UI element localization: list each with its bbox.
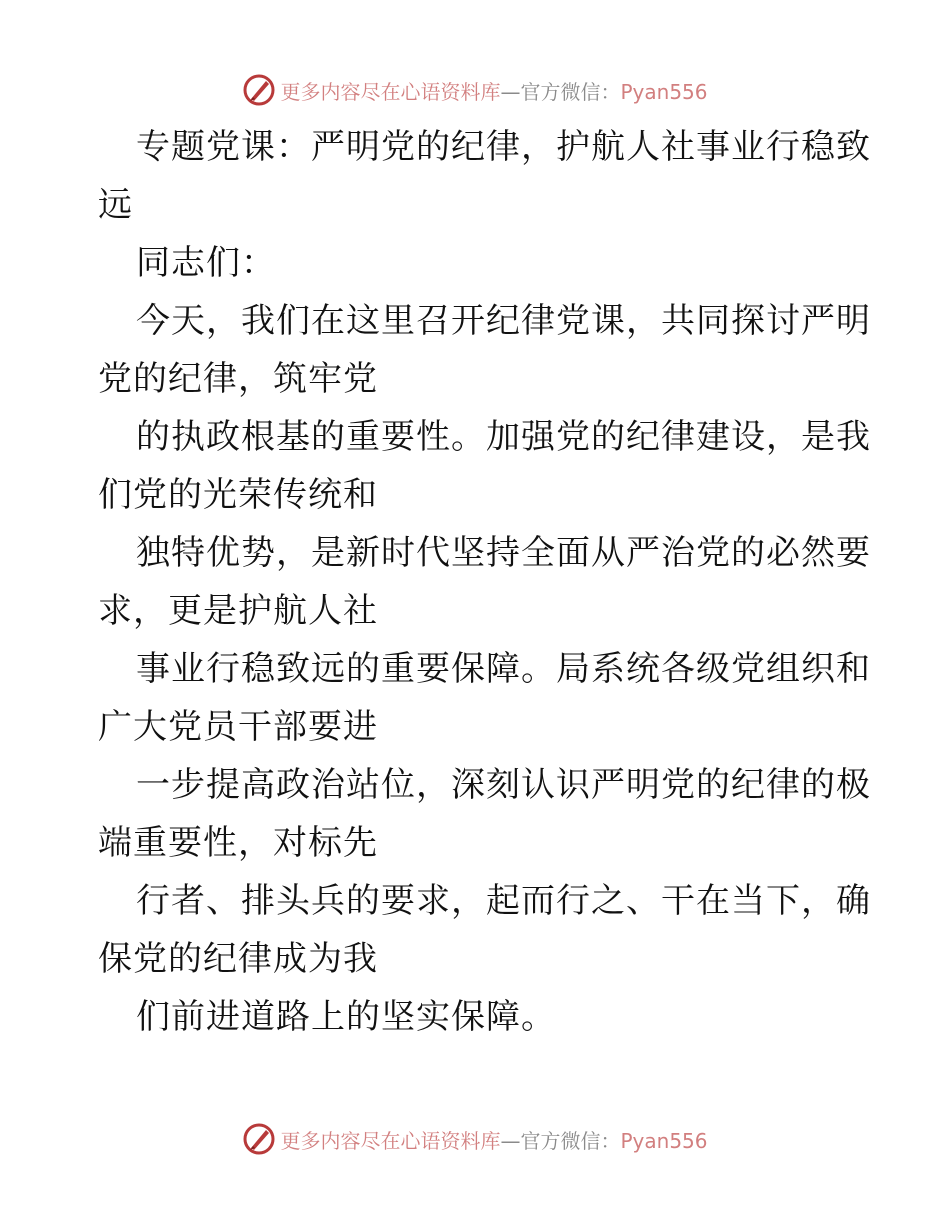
text-line: 广大党员干部要进 <box>98 707 378 747</box>
banner-main-text: 更多内容尽在心语资料库 <box>280 79 501 104</box>
banner-dash: — <box>500 1128 521 1153</box>
quill-logo-icon <box>242 73 276 107</box>
footer-banner <box>0 1119 950 1159</box>
banner-text <box>280 1125 707 1154</box>
banner-wechat-label: 官方微信： <box>520 79 621 104</box>
text-line: 一步提高政治站位，深刻认识严明党的纪律的极 <box>136 765 871 805</box>
banner-dash: — <box>500 79 521 104</box>
banner-wechat-id: Pyan556 <box>620 79 708 104</box>
document-body <box>98 118 871 1046</box>
text-line: 同志们： <box>136 243 276 283</box>
banner-main-text: 更多内容尽在心语资料库 <box>280 1128 501 1153</box>
text-line: 今天，我们在这里召开纪律党课，共同探讨严明 <box>136 301 871 341</box>
text-line: 的执政根基的重要性。加强党的纪律建设，是我 <box>136 417 871 457</box>
text-line: 保党的纪律成为我 <box>98 939 378 979</box>
text-line: 端重要性，对标先 <box>98 823 378 863</box>
text-line: 们前进道路上的坚实保障。 <box>136 997 556 1037</box>
banner-text <box>280 76 707 105</box>
text-line: 党的纪律，筑牢党 <box>98 359 378 399</box>
text-line: 事业行稳致远的重要保障。局系统各级党组织和 <box>136 649 871 689</box>
text-line: 行者、排头兵的要求，起而行之、干在当下，确 <box>136 881 871 921</box>
text-line: 求，更是护航人社 <box>98 591 378 631</box>
text-line: 远 <box>98 185 133 225</box>
banner-wechat-id: Pyan556 <box>620 1128 708 1153</box>
quill-logo-icon <box>242 1122 276 1156</box>
banner-wechat-label: 官方微信： <box>520 1128 621 1153</box>
text-line: 独特优势，是新时代坚持全面从严治党的必然要 <box>136 533 871 573</box>
header-banner <box>0 70 950 110</box>
text-line: 专题党课：严明党的纪律，护航人社事业行稳致 <box>136 127 871 167</box>
text-line: 们党的光荣传统和 <box>98 475 378 515</box>
